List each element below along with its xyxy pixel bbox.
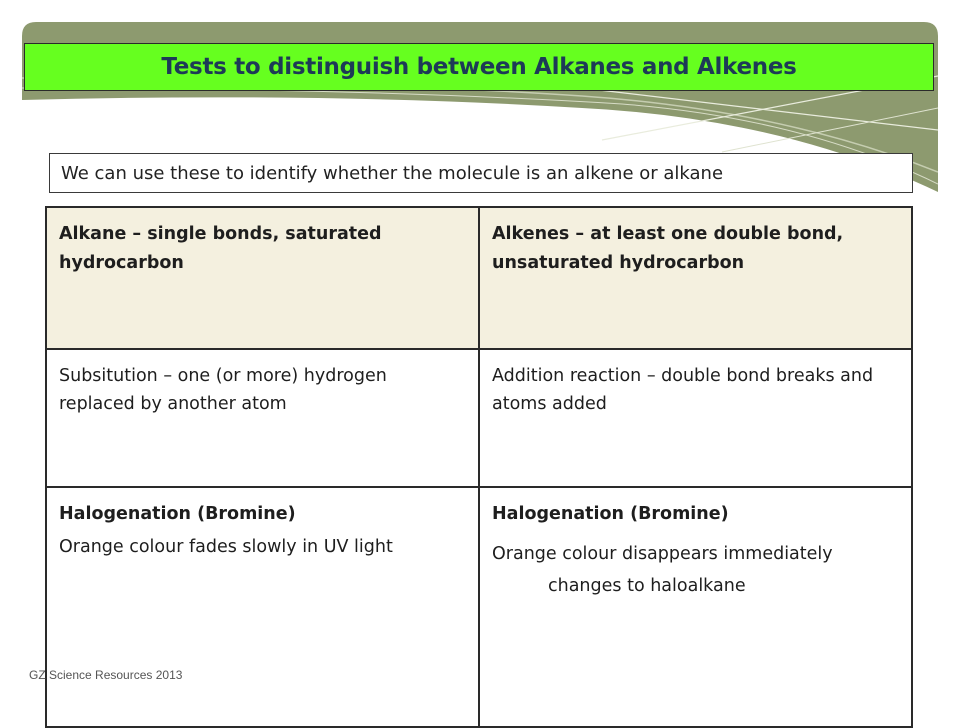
header-cell-alkane: Alkane – single bonds, saturated hydrocarbon [46, 207, 479, 349]
table-row [46, 349, 912, 487]
comparison-table [45, 206, 913, 728]
footer-credit: GZ Science Resources 2013 [29, 668, 183, 682]
cell-heading: Halogenation (Bromine) [492, 504, 729, 524]
subtitle-box [49, 153, 913, 193]
table-row [46, 487, 912, 727]
halogenation-cell-alkane [46, 487, 479, 727]
cell-text: Orange colour fades slowly in UV light [59, 537, 393, 557]
table-header-row [46, 207, 912, 349]
cell-text: Orange colour disappears immediately changes to haloalkane [492, 544, 833, 596]
cell-heading: Halogenation (Bromine) [59, 504, 296, 524]
reaction-cell-alkene: Addition reaction – double bond breaks and atoms added [479, 349, 912, 487]
reaction-cell-alkane: Subsitution – one (or more) hydrogen replaced by another atom [46, 349, 479, 487]
halogenation-cell-alkene [479, 487, 912, 727]
slide-title: Tests to distinguish between Alkanes and Alkenes [161, 54, 797, 80]
slide-subtitle: We can use these to identify whether the molecule is an alkene or alkane [61, 162, 724, 184]
header-cell-alkene: Alkenes – at least one double bond, unsaturated hydrocarbon [479, 207, 912, 349]
title-banner [24, 43, 934, 91]
